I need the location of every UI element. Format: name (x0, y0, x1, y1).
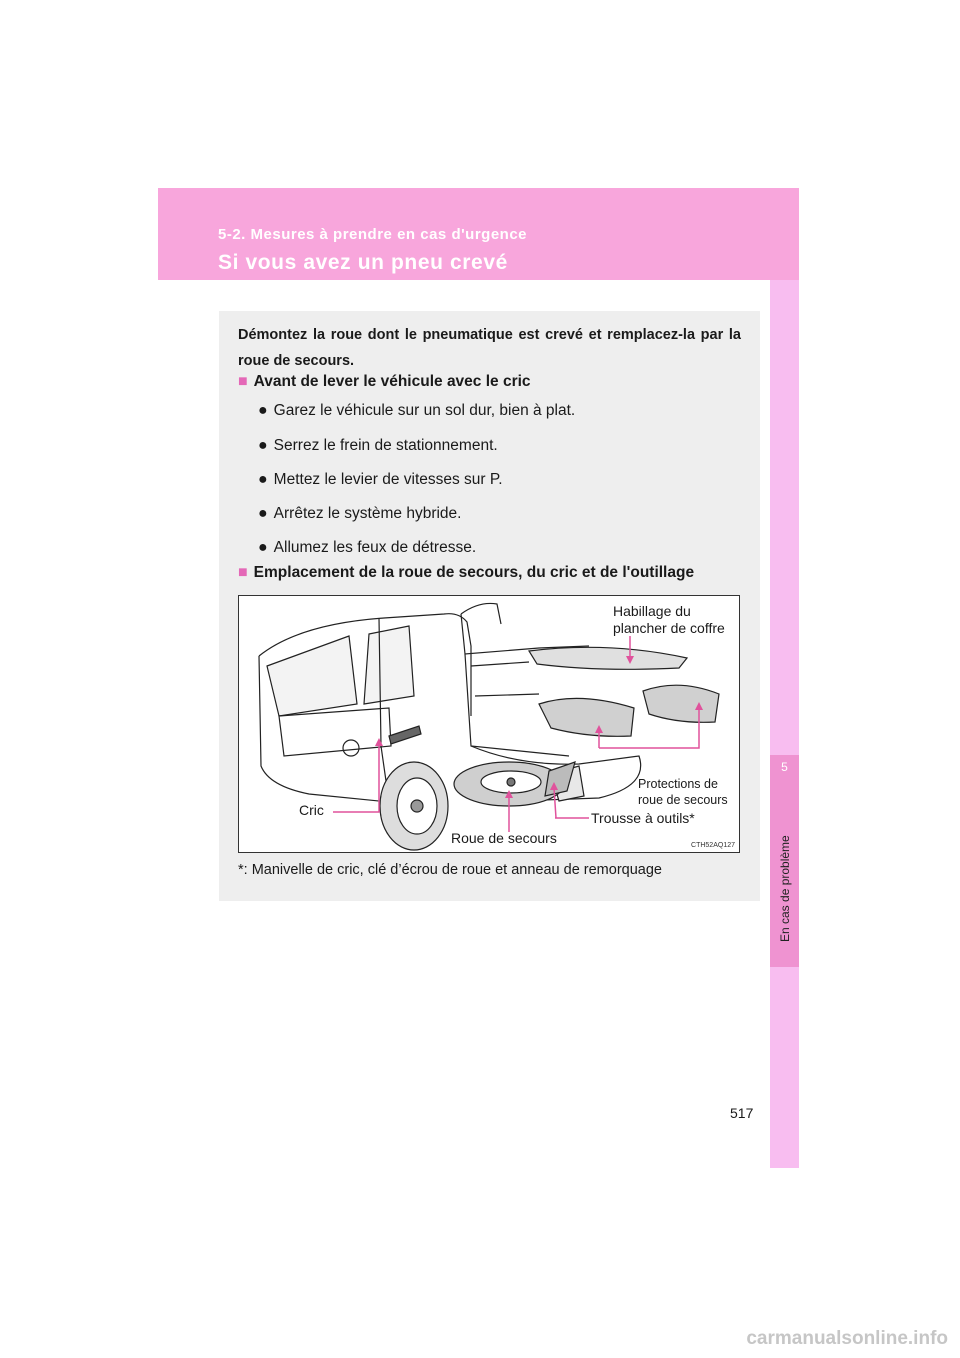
section-heading-location (238, 564, 694, 582)
intro-paragraph: Démontez la roue dont le pneumatique est crevé et remplacez-la par la roue de secours. (238, 327, 741, 369)
square-bullet-icon: ■ (238, 564, 248, 581)
list-item (258, 402, 575, 420)
side-tab-strip (770, 280, 799, 1168)
page-number: 517 (730, 1105, 754, 1121)
covers-label-line1: Protections de (638, 777, 718, 791)
section-heading-text: Avant de lever le véhicule avec le cric (253, 373, 531, 390)
page-title: Si vous avez un pneu crevé (218, 251, 508, 274)
bullet-dot-icon: ● (258, 402, 268, 419)
list-item (258, 471, 503, 489)
chapter-number: 5 (781, 760, 788, 774)
square-bullet-icon: ■ (238, 373, 248, 390)
floor-board-label-line1: Habillage du (613, 603, 691, 619)
list-item (258, 437, 498, 455)
bullet-dot-icon: ● (258, 471, 268, 488)
spare-tire-location-figure (238, 595, 740, 853)
floor-board-label-line2: plancher de coffre (613, 620, 725, 636)
section-label: 5-2. Mesures à prendre en cas d'urgence (218, 226, 528, 243)
list-item-text: Mettez le levier de vitesses sur P. (273, 471, 503, 488)
bullet-dot-icon: ● (258, 505, 268, 522)
list-item-text: Arrêtez le système hybride. (273, 505, 462, 522)
list-item (258, 505, 461, 523)
list-item-text: Allumez les feux de détresse. (273, 539, 477, 556)
section-heading-before-lift (238, 373, 531, 391)
bullet-dot-icon: ● (258, 539, 268, 556)
floor-board-label (613, 603, 725, 637)
spare-tire-covers-label (638, 776, 728, 808)
jack-label: Cric (299, 802, 324, 818)
spare-tire-label: Roue de secours (451, 830, 557, 846)
footnote: *: Manivelle de cric, clé d’écrou de roue et anneau de remorquage (238, 862, 662, 878)
section-heading-text: Emplacement de la roue de secours, du cric et de l'outillage (253, 564, 695, 581)
tool-kit-label: Trousse à outils* (591, 810, 695, 826)
list-item-text: Garez le véhicule sur un sol dur, bien à plat. (273, 402, 576, 419)
figure-code: CTH52AQ127 (691, 842, 735, 849)
watermark: carmanualsonline.info (746, 1328, 948, 1349)
list-item (258, 539, 476, 557)
chapter-title: En cas de problème (778, 835, 792, 942)
list-item-text: Serrez le frein de stationnement. (273, 437, 498, 454)
covers-label-line2: roue de secours (638, 793, 728, 807)
bullet-dot-icon: ● (258, 437, 268, 454)
